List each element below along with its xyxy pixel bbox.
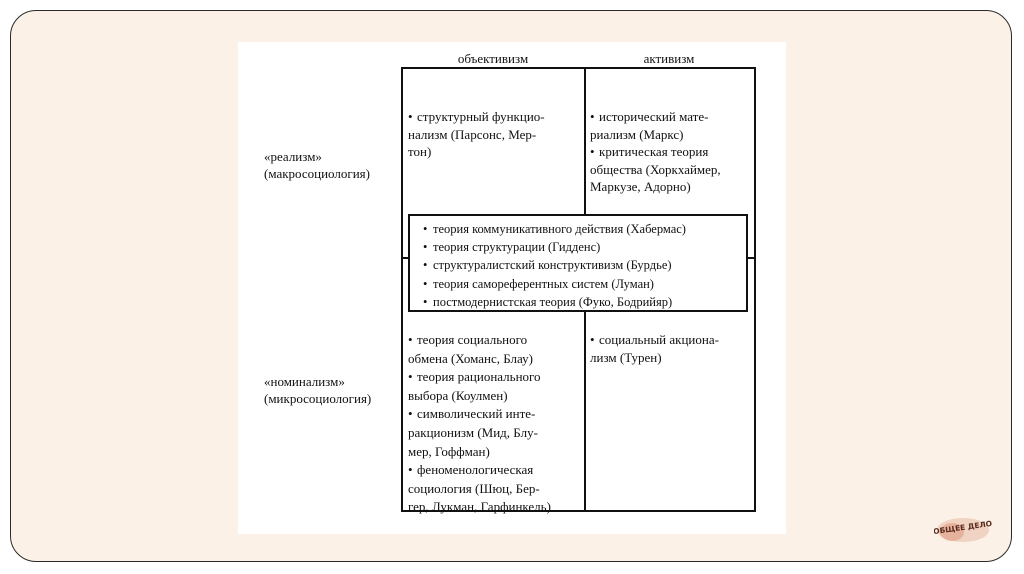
list-item: • критическая теория	[590, 143, 755, 161]
list-item: • теория рационального	[408, 368, 583, 387]
list-item: • теория самореферентных систем (Луман)	[423, 275, 746, 293]
grid-left-line	[401, 67, 403, 512]
stamp-logo-icon	[934, 514, 992, 544]
list-item: • исторический мате-	[590, 108, 755, 126]
sociology-paradigms-diagram	[238, 42, 786, 534]
cell-nominalism-activism: • социальный акциона- лизм (Турен)	[590, 331, 755, 366]
list-item: • феноменологическая	[408, 461, 583, 480]
row-label-nominalism: «номинализм» (микросоциология)	[264, 374, 372, 406]
column-header-activism: активизм	[643, 51, 695, 66]
list-item: • теория социального	[408, 331, 583, 350]
list-item: • структурный функцио-	[408, 108, 580, 126]
row-label-realism: «реализм» (макросоциология)	[264, 149, 370, 181]
list-item: • постмодернистская теория (Фуко, Бодрийяр)	[423, 293, 746, 311]
list-item: • структуралистский конструктивизм (Бурдье)	[423, 256, 746, 274]
grid-top-line	[401, 67, 756, 69]
list-item: • теория коммуникативного действия (Хабермас)	[423, 220, 746, 238]
cell-nominalism-objectivism: • теория социального обмена (Хоманс, Блау) • теория рационального выбора (Коулмен) • символический инте- ракционизм (Мид, Блу- мер, Гоффман) • феноменологическая социология (Шюц, Бер- гер, Лукман, Гарфинкель)	[408, 331, 583, 517]
cell-realism-objectivism: • структурный функцио- нализм (Парсонс, Мер- тон)	[408, 108, 580, 161]
list-item: • теория структурации (Гидденс)	[423, 238, 746, 256]
column-header-objectivism: объективизм	[457, 51, 529, 66]
integrative-theories-box	[408, 214, 748, 312]
list-item: • символический инте-	[408, 405, 583, 424]
cell-realism-activism: • исторический мате- риализм (Маркс) • критическая теория общества (Хоркхаймер, Маркузе, Адорно)	[590, 108, 755, 196]
logo-text: ОБЩЕЕ ДЕЛО	[934, 518, 992, 537]
list-item: • социальный акциона-	[590, 331, 755, 349]
logo-graphic	[934, 514, 992, 544]
